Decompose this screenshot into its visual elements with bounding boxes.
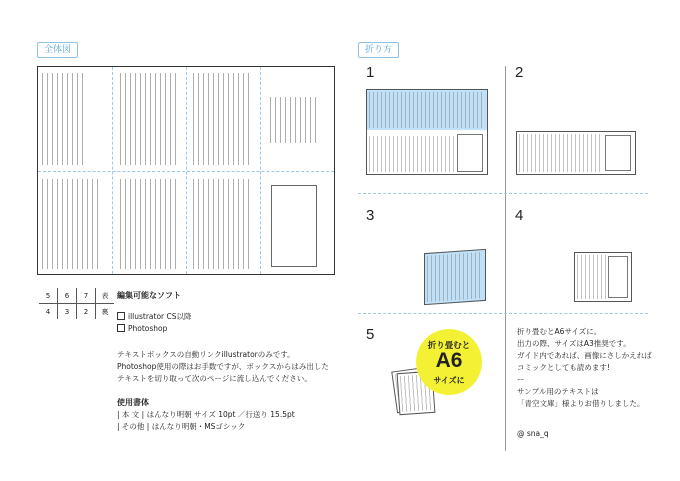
page-order-grid bbox=[39, 288, 114, 319]
overview-sheet bbox=[37, 66, 335, 275]
font-line: | 本 文 | はんなり明朝 サイズ 10pt ／行送り 15.5pt bbox=[117, 410, 295, 419]
software-item: illustrator CS以降 bbox=[117, 311, 192, 323]
step4-sheet bbox=[574, 252, 632, 302]
step-number: 5 bbox=[366, 326, 375, 343]
fonts-heading: 使用書体 bbox=[117, 398, 149, 407]
editable-software-heading: 編集可能なソフト bbox=[117, 291, 181, 300]
page-order-cell: 裏 bbox=[101, 307, 109, 316]
step-number: 4 bbox=[515, 207, 524, 224]
description-line: 出力の際、サイズはA3推奨です。 bbox=[517, 339, 631, 348]
step1-sheet bbox=[366, 89, 488, 175]
description-line: サンプル用のテキストは bbox=[517, 387, 599, 396]
page-order-cell: 5 bbox=[39, 288, 58, 304]
badge-line: 折り畳むと bbox=[427, 341, 471, 351]
panel-divider bbox=[505, 66, 506, 451]
step-number: 2 bbox=[515, 64, 524, 81]
note-line: Photoshop使用の際はお手数ですが、ボックスからはみ出した bbox=[117, 362, 329, 371]
description-line: コミックとしても読めます! bbox=[517, 363, 610, 372]
panel-divider bbox=[358, 313, 648, 314]
step-number: 3 bbox=[366, 207, 375, 224]
credit: @ sna_q bbox=[517, 429, 549, 438]
page-text-block bbox=[193, 73, 253, 165]
page-order-cell: 7 bbox=[77, 288, 96, 304]
fold-guide bbox=[38, 171, 334, 172]
step3-sheet bbox=[424, 249, 486, 305]
description-line: 「青空文庫」様よりお借りしました。 bbox=[517, 399, 645, 408]
folding-tag: 折り方 bbox=[358, 42, 399, 58]
page-text-block bbox=[120, 179, 180, 269]
checkbox-icon bbox=[117, 312, 125, 320]
page-order-cell: 4 bbox=[39, 304, 58, 320]
cover-page-frame bbox=[271, 185, 317, 267]
overview-tag: 全体図 bbox=[37, 42, 78, 58]
description-line: ガイド内であれば、画像にさしかえれば bbox=[517, 351, 652, 360]
page-text-block bbox=[120, 73, 180, 165]
step-number: 1 bbox=[366, 64, 375, 81]
step2-sheet bbox=[516, 131, 636, 175]
badge-line: サイズに bbox=[433, 376, 465, 385]
panel-divider bbox=[358, 193, 648, 194]
font-line: | その他 | はんなり明朝・MSゴシック bbox=[117, 422, 246, 431]
page-order-cell: 6 bbox=[58, 288, 77, 304]
page-text-block bbox=[270, 97, 320, 143]
page-order-cell: 表 bbox=[96, 288, 115, 304]
checkbox-icon bbox=[117, 324, 125, 332]
page-order-cell: 2 bbox=[77, 304, 96, 320]
description-line: 折り畳むとA6サイズに。 bbox=[517, 327, 602, 336]
page-order-cell: 3 bbox=[58, 304, 77, 320]
note-line: テキストボックスの自動リンクillustratorのみです。 bbox=[117, 350, 295, 359]
page-text-block bbox=[42, 179, 102, 269]
page-text-block bbox=[42, 73, 86, 165]
a6-size-badge bbox=[416, 329, 482, 395]
software-item: Photoshop bbox=[117, 323, 167, 335]
note-line: テキストを切り取って次のページに流し込んでください。 bbox=[117, 374, 312, 383]
description-line: ー bbox=[517, 375, 525, 384]
page-text-block bbox=[193, 179, 253, 269]
badge-size: A6 bbox=[435, 349, 463, 372]
